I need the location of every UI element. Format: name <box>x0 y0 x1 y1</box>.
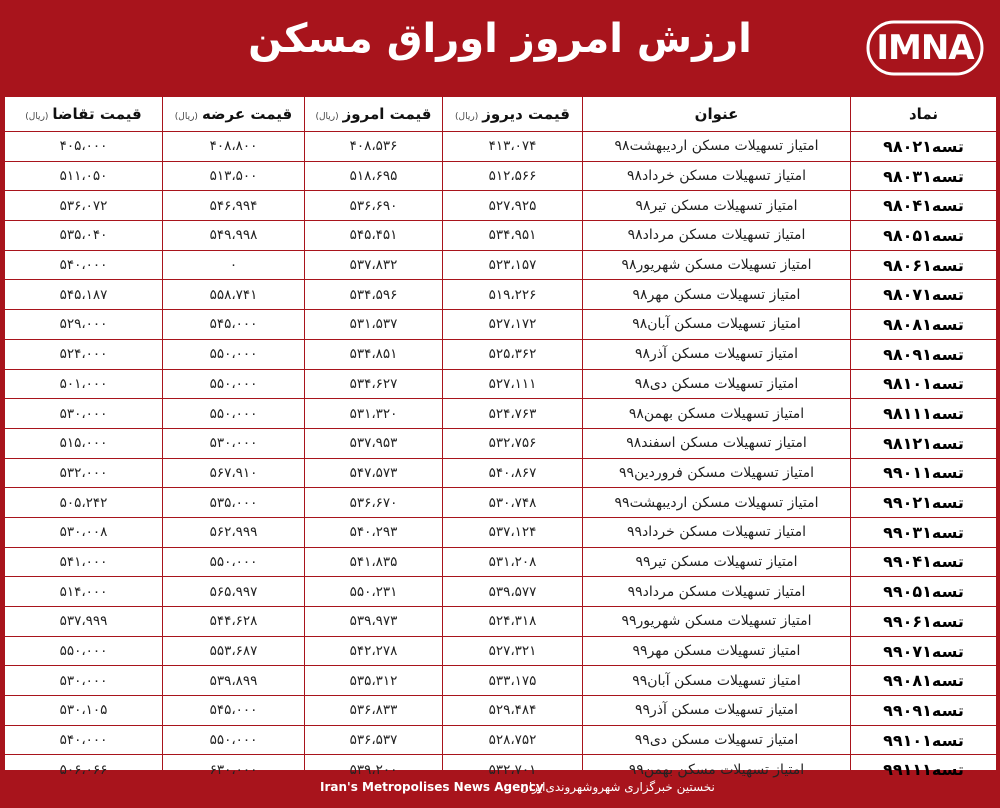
price-cell: ۵۳۶،۸۳۳ <box>305 696 443 726</box>
price-cell: ۵۰۶،۰۶۶ <box>5 755 163 785</box>
symbol-cell: تسه۹۹۱۰۱ <box>851 725 997 755</box>
header <box>0 0 1000 94</box>
symbol-cell: تسه۹۹۰۶۱ <box>851 607 997 637</box>
table-row <box>5 458 997 488</box>
price-cell: ۵۴۵،۰۰۰ <box>163 310 305 340</box>
symbol-cell: تسه۹۹۰۸۱ <box>851 666 997 696</box>
column-header <box>443 97 583 132</box>
price-cell: ۵۲۷،۱۷۲ <box>443 310 583 340</box>
table-row <box>5 725 997 755</box>
price-cell: ۵۲۷،۱۱۱ <box>443 369 583 399</box>
price-cell: ۵۱۱،۰۵۰ <box>5 161 163 191</box>
column-header-label: قیمت عرضه <box>201 105 293 123</box>
price-cell: ۵۲۴،۳۱۸ <box>443 607 583 637</box>
price-cell: ۵۳۵،۰۰۰ <box>163 488 305 518</box>
price-cell: ۵۴۵،۰۰۰ <box>163 696 305 726</box>
symbol-cell: تسه۹۸۰۲۱ <box>851 132 997 162</box>
price-cell: ۴۰۸،۸۰۰ <box>163 132 305 162</box>
table-row <box>5 428 997 458</box>
price-cell: ۵۴۵،۴۵۱ <box>305 221 443 251</box>
title-cell: امتیاز تسهیلات مسکن بهمن۹۹ <box>583 755 851 785</box>
price-cell: ۵۳۵،۰۴۰ <box>5 221 163 251</box>
price-cell: ۵۵۸،۷۴۱ <box>163 280 305 310</box>
price-cell: ۵۳۴،۹۵۱ <box>443 221 583 251</box>
price-cell: ۵۱۴،۰۰۰ <box>5 577 163 607</box>
title-cell: امتیاز تسهیلات مسکن شهریور۹۸ <box>583 250 851 280</box>
symbol-cell: تسه۹۸۰۴۱ <box>851 191 997 221</box>
table-row <box>5 310 997 340</box>
title-cell: امتیاز تسهیلات مسکن آذر۹۹ <box>583 696 851 726</box>
symbol-cell: تسه۹۹۰۱۱ <box>851 458 997 488</box>
table-row <box>5 696 997 726</box>
price-cell: ۵۶۲،۹۹۹ <box>163 517 305 547</box>
title-cell: امتیاز تسهیلات مسکن مرداد۹۹ <box>583 577 851 607</box>
symbol-cell: تسه۹۸۰۳۱ <box>851 161 997 191</box>
price-cell: ۵۵۰،۰۰۰ <box>163 547 305 577</box>
price-cell: ۵۲۷،۹۲۵ <box>443 191 583 221</box>
table-body <box>5 132 997 785</box>
title-cell: امتیاز تسهیلات مسکن تیر۹۹ <box>583 547 851 577</box>
column-unit: (ریال) <box>455 112 479 122</box>
table-row <box>5 517 997 547</box>
symbol-cell: تسه۹۹۰۳۱ <box>851 517 997 547</box>
price-cell: ۴۰۵،۰۰۰ <box>5 132 163 162</box>
footer-persian: نخستین خبرگزاری شهروشهروندی‌ایران <box>520 780 715 794</box>
symbol-cell: تسه۹۹۰۲۱ <box>851 488 997 518</box>
price-cell: ۵۳۴،۸۵۱ <box>305 339 443 369</box>
table-row <box>5 636 997 666</box>
price-cell: ۵۳۹،۵۷۷ <box>443 577 583 607</box>
price-cell: ۵۳۰،۰۰۰ <box>5 399 163 429</box>
price-cell: ۵۲۴،۷۶۳ <box>443 399 583 429</box>
price-cell: ۵۳۰،۰۰۰ <box>5 666 163 696</box>
price-cell: ۵۳۲،۰۰۰ <box>5 458 163 488</box>
table-row <box>5 161 997 191</box>
price-cell: ۵۵۳،۶۸۷ <box>163 636 305 666</box>
title-cell: امتیاز تسهیلات مسکن بهمن۹۸ <box>583 399 851 429</box>
footer <box>0 770 1000 808</box>
price-cell: ۰ <box>163 250 305 280</box>
price-cell: ۵۲۷،۳۲۱ <box>443 636 583 666</box>
price-cell: ۵۴۴،۶۲۸ <box>163 607 305 637</box>
column-header <box>5 97 163 132</box>
price-cell: ۵۳۶،۵۳۷ <box>305 725 443 755</box>
table-container <box>4 96 996 780</box>
symbol-cell: تسه۹۸۱۰۱ <box>851 369 997 399</box>
price-cell: ۶۳۰،۰۰۰ <box>163 755 305 785</box>
table-row <box>5 221 997 251</box>
price-cell: ۵۳۷،۱۲۴ <box>443 517 583 547</box>
price-cell: ۵۴۷،۵۷۳ <box>305 458 443 488</box>
price-cell: ۵۴۰،۰۰۰ <box>5 250 163 280</box>
table-row <box>5 191 997 221</box>
symbol-cell: تسه۹۹۰۵۱ <box>851 577 997 607</box>
price-cell: ۵۳۵،۳۱۲ <box>305 666 443 696</box>
title-cell: امتیاز تسهیلات مسکن آبان۹۹ <box>583 666 851 696</box>
title-cell: امتیاز تسهیلات مسکن مهر۹۹ <box>583 636 851 666</box>
price-cell: ۵۳۰،۷۴۸ <box>443 488 583 518</box>
column-header-label: عنوان <box>694 105 739 123</box>
column-header <box>583 97 851 132</box>
table-row <box>5 132 997 162</box>
table-header-row <box>5 97 997 132</box>
price-cell: ۴۱۳،۰۷۴ <box>443 132 583 162</box>
imna-logo <box>866 20 984 76</box>
price-cell: ۵۴۱،۰۰۰ <box>5 547 163 577</box>
column-unit: (ریال) <box>174 112 198 122</box>
title-cell: امتیاز تسهیلات مسکن مهر۹۸ <box>583 280 851 310</box>
price-cell: ۵۴۲،۲۷۸ <box>305 636 443 666</box>
title-cell: امتیاز تسهیلات مسکن دی۹۸ <box>583 369 851 399</box>
table-row <box>5 250 997 280</box>
price-cell: ۵۱۳،۵۰۰ <box>163 161 305 191</box>
title-cell: امتیاز تسهیلات مسکن دی۹۹ <box>583 725 851 755</box>
housing-bonds-table <box>4 96 997 785</box>
title-cell: امتیاز تسهیلات مسکن اردیبهشت۹۸ <box>583 132 851 162</box>
column-header <box>851 97 997 132</box>
price-cell: ۵۳۰،۰۰۰ <box>163 428 305 458</box>
column-header-label: نماد <box>908 105 939 123</box>
price-cell: ۵۳۴،۶۲۷ <box>305 369 443 399</box>
price-cell: ۵۵۰،۰۰۰ <box>163 339 305 369</box>
title-cell: امتیاز تسهیلات مسکن تیر۹۸ <box>583 191 851 221</box>
price-cell: ۵۲۵،۳۶۲ <box>443 339 583 369</box>
title-cell: امتیاز تسهیلات مسکن آبان۹۸ <box>583 310 851 340</box>
column-unit: (ریال) <box>315 112 339 122</box>
price-cell: ۵۰۱،۰۰۰ <box>5 369 163 399</box>
price-cell: ۵۵۰،۲۳۱ <box>305 577 443 607</box>
column-header-label: قیمت دیروز <box>482 105 570 123</box>
price-cell: ۵۴۰،۲۹۳ <box>305 517 443 547</box>
symbol-cell: تسه۹۸۰۸۱ <box>851 310 997 340</box>
title-cell: امتیاز تسهیلات مسکن خرداد۹۸ <box>583 161 851 191</box>
title-cell: امتیاز تسهیلات مسکن خرداد۹۹ <box>583 517 851 547</box>
title-cell: امتیاز تسهیلات مسکن اردیبهشت۹۹ <box>583 488 851 518</box>
price-cell: ۵۳۲،۷۵۶ <box>443 428 583 458</box>
price-cell: ۵۱۵،۰۰۰ <box>5 428 163 458</box>
symbol-cell: تسه۹۹۰۴۱ <box>851 547 997 577</box>
price-cell: ۵۲۴،۰۰۰ <box>5 339 163 369</box>
symbol-cell: تسه۹۹۱۱۱ <box>851 755 997 785</box>
price-cell: ۵۶۷،۹۱۰ <box>163 458 305 488</box>
price-cell: ۵۳۷،۹۹۹ <box>5 607 163 637</box>
price-cell: ۵۲۳،۱۵۷ <box>443 250 583 280</box>
price-cell: ۵۲۹،۴۸۴ <box>443 696 583 726</box>
table-row <box>5 488 997 518</box>
column-unit: (ریال) <box>25 112 49 122</box>
price-cell: ۵۲۹،۰۰۰ <box>5 310 163 340</box>
table-row <box>5 577 997 607</box>
price-cell: ۵۳۳،۱۷۵ <box>443 666 583 696</box>
table-row <box>5 547 997 577</box>
price-cell: ۵۵۰،۰۰۰ <box>5 636 163 666</box>
table-row <box>5 607 997 637</box>
column-header <box>163 97 305 132</box>
symbol-cell: تسه۹۸۱۲۱ <box>851 428 997 458</box>
symbol-cell: تسه۹۸۰۶۱ <box>851 250 997 280</box>
price-cell: ۵۳۶،۶۷۰ <box>305 488 443 518</box>
price-cell: ۵۳۹،۸۹۹ <box>163 666 305 696</box>
price-cell: ۵۱۸،۶۹۵ <box>305 161 443 191</box>
price-cell: ۵۳۹،۹۷۳ <box>305 607 443 637</box>
table-row <box>5 666 997 696</box>
price-cell: ۵۳۴،۵۹۶ <box>305 280 443 310</box>
price-cell: ۵۴۱،۸۳۵ <box>305 547 443 577</box>
column-header-label: قیمت تقاضا <box>52 105 142 123</box>
symbol-cell: تسه۹۸۱۱۱ <box>851 399 997 429</box>
table-row <box>5 280 997 310</box>
price-cell: ۵۳۱،۵۳۷ <box>305 310 443 340</box>
price-cell: ۵۰۵،۲۴۲ <box>5 488 163 518</box>
price-cell: ۵۳۶،۶۹۰ <box>305 191 443 221</box>
price-cell: ۵۳۱،۳۲۰ <box>305 399 443 429</box>
table-row <box>5 369 997 399</box>
price-cell: ۵۴۰،۸۶۷ <box>443 458 583 488</box>
price-cell: ۵۳۷،۸۳۲ <box>305 250 443 280</box>
title-cell: امتیاز تسهیلات مسکن مرداد۹۸ <box>583 221 851 251</box>
column-header-label: قیمت امروز <box>342 105 432 123</box>
price-cell: ۵۲۸،۷۵۲ <box>443 725 583 755</box>
price-cell: ۵۵۰،۰۰۰ <box>163 369 305 399</box>
title-cell: امتیاز تسهیلات مسکن فروردین۹۹ <box>583 458 851 488</box>
title-cell: امتیاز تسهیلات مسکن شهریور۹۹ <box>583 607 851 637</box>
title-cell: امتیاز تسهیلات مسکن آذر۹۸ <box>583 339 851 369</box>
price-cell: ۵۳۹،۲۰۰ <box>305 755 443 785</box>
price-cell: ۵۴۵،۱۸۷ <box>5 280 163 310</box>
price-cell: ۵۴۹،۹۹۸ <box>163 221 305 251</box>
table-row <box>5 339 997 369</box>
price-cell: ۵۱۹،۲۲۶ <box>443 280 583 310</box>
price-cell: ۵۳۶،۰۷۲ <box>5 191 163 221</box>
price-cell: ۴۰۸،۵۳۶ <box>305 132 443 162</box>
price-cell: ۵۳۱،۲۰۸ <box>443 547 583 577</box>
price-cell: ۵۵۰،۰۰۰ <box>163 725 305 755</box>
footer-english: Iran's Metropolises News Agency <box>320 780 544 794</box>
title-cell: امتیاز تسهیلات مسکن اسفند۹۸ <box>583 428 851 458</box>
price-cell: ۵۴۶،۹۹۴ <box>163 191 305 221</box>
page-title: ارزش امروز اوراق مسکن <box>248 16 752 62</box>
price-cell: ۵۳۰،۱۰۵ <box>5 696 163 726</box>
table-row <box>5 399 997 429</box>
symbol-cell: تسه۹۸۰۷۱ <box>851 280 997 310</box>
column-header <box>305 97 443 132</box>
symbol-cell: تسه۹۹۰۹۱ <box>851 696 997 726</box>
logo-text: IMNA <box>876 28 974 68</box>
symbol-cell: تسه۹۹۰۷۱ <box>851 636 997 666</box>
price-cell: ۵۵۰،۰۰۰ <box>163 399 305 429</box>
price-cell: ۵۳۷،۹۵۳ <box>305 428 443 458</box>
price-cell: ۵۴۰،۰۰۰ <box>5 725 163 755</box>
symbol-cell: تسه۹۸۰۵۱ <box>851 221 997 251</box>
price-cell: ۵۱۲،۵۶۶ <box>443 161 583 191</box>
symbol-cell: تسه۹۸۰۹۱ <box>851 339 997 369</box>
price-cell: ۵۳۰،۰۰۸ <box>5 517 163 547</box>
price-cell: ۵۶۵،۹۹۷ <box>163 577 305 607</box>
price-cell: ۵۳۲،۷۰۱ <box>443 755 583 785</box>
